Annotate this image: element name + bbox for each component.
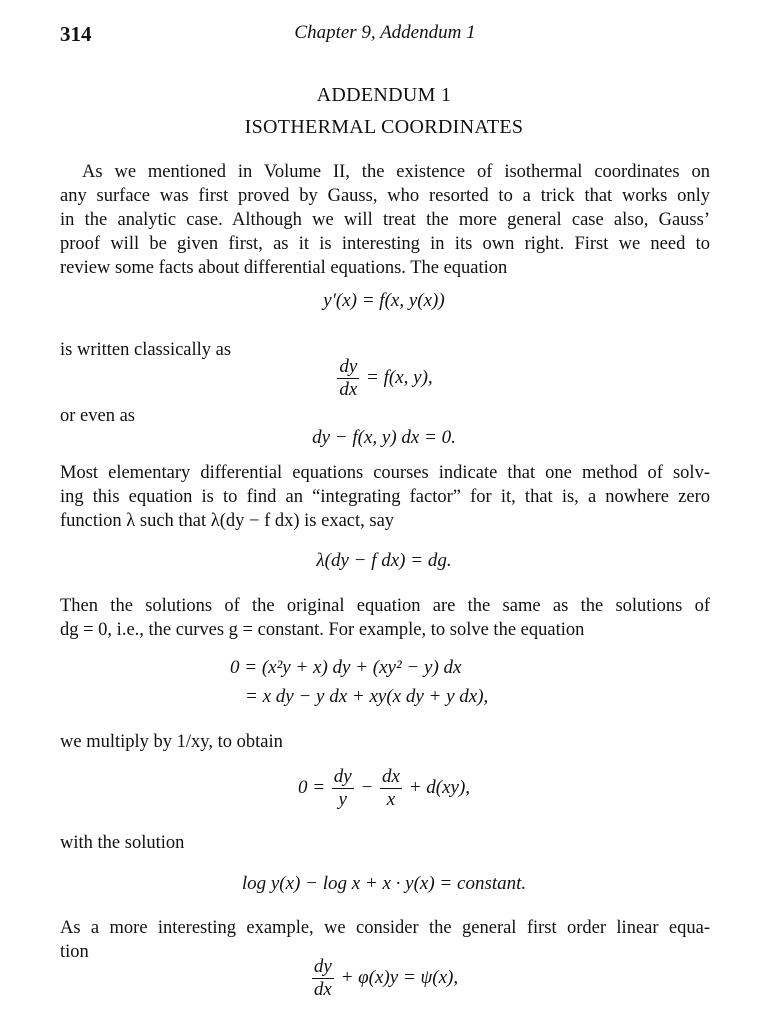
equation-solution: log y(x) − log x + x · y(x) = constant. <box>241 873 527 894</box>
fraction-denominator: dx <box>339 379 358 400</box>
paragraph-solutions <box>60 594 710 642</box>
section-title: ADDENDUM 1 <box>316 84 452 106</box>
fraction-denominator: dx <box>313 979 332 1000</box>
fraction-numerator: dx <box>382 766 400 787</box>
paragraph-line: proof will be given first, as it is interesting in its own right. First we need to <box>60 234 710 254</box>
text-classically: is written classically as <box>60 340 232 360</box>
text-multiply: we multiply by 1/xy, to obtain <box>60 732 283 752</box>
fraction-denominator: y <box>338 789 347 810</box>
equation-ode: y′(x) = f(x, y(x)) <box>323 290 445 311</box>
paragraph-integrating-factor <box>60 461 710 533</box>
text-solution: with the solution <box>60 833 185 853</box>
paragraph-line: tion <box>60 942 89 962</box>
equation-rhs: = f(x, y), <box>366 366 433 388</box>
equation-rhs: + d(xy), <box>408 776 471 798</box>
equation-rhs: + φ(x)y = ψ(x), <box>340 966 459 988</box>
paragraph-line: Most elementary differential equations courses indicate that one method of solv- <box>60 463 710 483</box>
page-header <box>60 22 710 50</box>
fraction-numerator: dy <box>333 766 352 787</box>
paragraph-line: any surface was first proved by Gauss, who resorted to a trick that works only <box>60 186 710 206</box>
fraction-denominator: x <box>386 789 396 810</box>
minus-sign: − <box>360 776 374 798</box>
fraction <box>312 956 334 1001</box>
fraction <box>380 766 402 811</box>
equation-exact: λ(dy − f dx) = dg. <box>316 550 452 571</box>
page-number: 314 <box>60 22 92 46</box>
paragraph-line: dg = 0, i.e., the curves g = constant. For example, to solve the equation <box>60 620 585 640</box>
equation-exact-form <box>0 766 768 811</box>
paragraph-line: ing this equation is to find an “integrating factor” for it, that is, a nowhere zero <box>60 487 710 507</box>
fraction <box>337 356 359 401</box>
paragraph-line: Then the solutions of the original equation are the same as the solutions of <box>60 596 710 616</box>
paragraph-line: As we mentioned in Volume II, the existence of isothermal coordinates on <box>82 162 710 182</box>
equation-example-line1: 0 = (x²y + x) dy + (xy² − y) dx <box>230 657 462 678</box>
equation-example-line2: = x dy − y dx + xy(x dy + y dx), <box>245 686 489 707</box>
running-head: Chapter 9, Addendum 1 <box>294 22 476 43</box>
equation-dydx <box>0 356 768 401</box>
paragraph-intro <box>60 160 710 280</box>
paragraph-line: As a more interesting example, we consider the general first order linear equa- <box>60 918 710 938</box>
paragraph-line: in the analytic case. Although we will treat the more general case also, Gauss’ <box>60 210 710 230</box>
text-or-even: or even as <box>60 406 135 426</box>
fraction-numerator: dy <box>313 956 332 977</box>
fraction <box>332 766 354 811</box>
section-subtitle: ISOTHERMAL COORDINATES <box>244 116 524 138</box>
paragraph-line: function λ such that λ(dy − f dx) is exact, say <box>60 511 395 531</box>
equation-lhs: 0 = <box>297 776 326 798</box>
equation-linear <box>0 956 768 1001</box>
equation-differential-form: dy − f(x, y) dx = 0. <box>312 427 456 448</box>
paragraph-line: review some facts about differential equations. The equation <box>60 258 508 278</box>
fraction-numerator: dy <box>339 356 358 377</box>
